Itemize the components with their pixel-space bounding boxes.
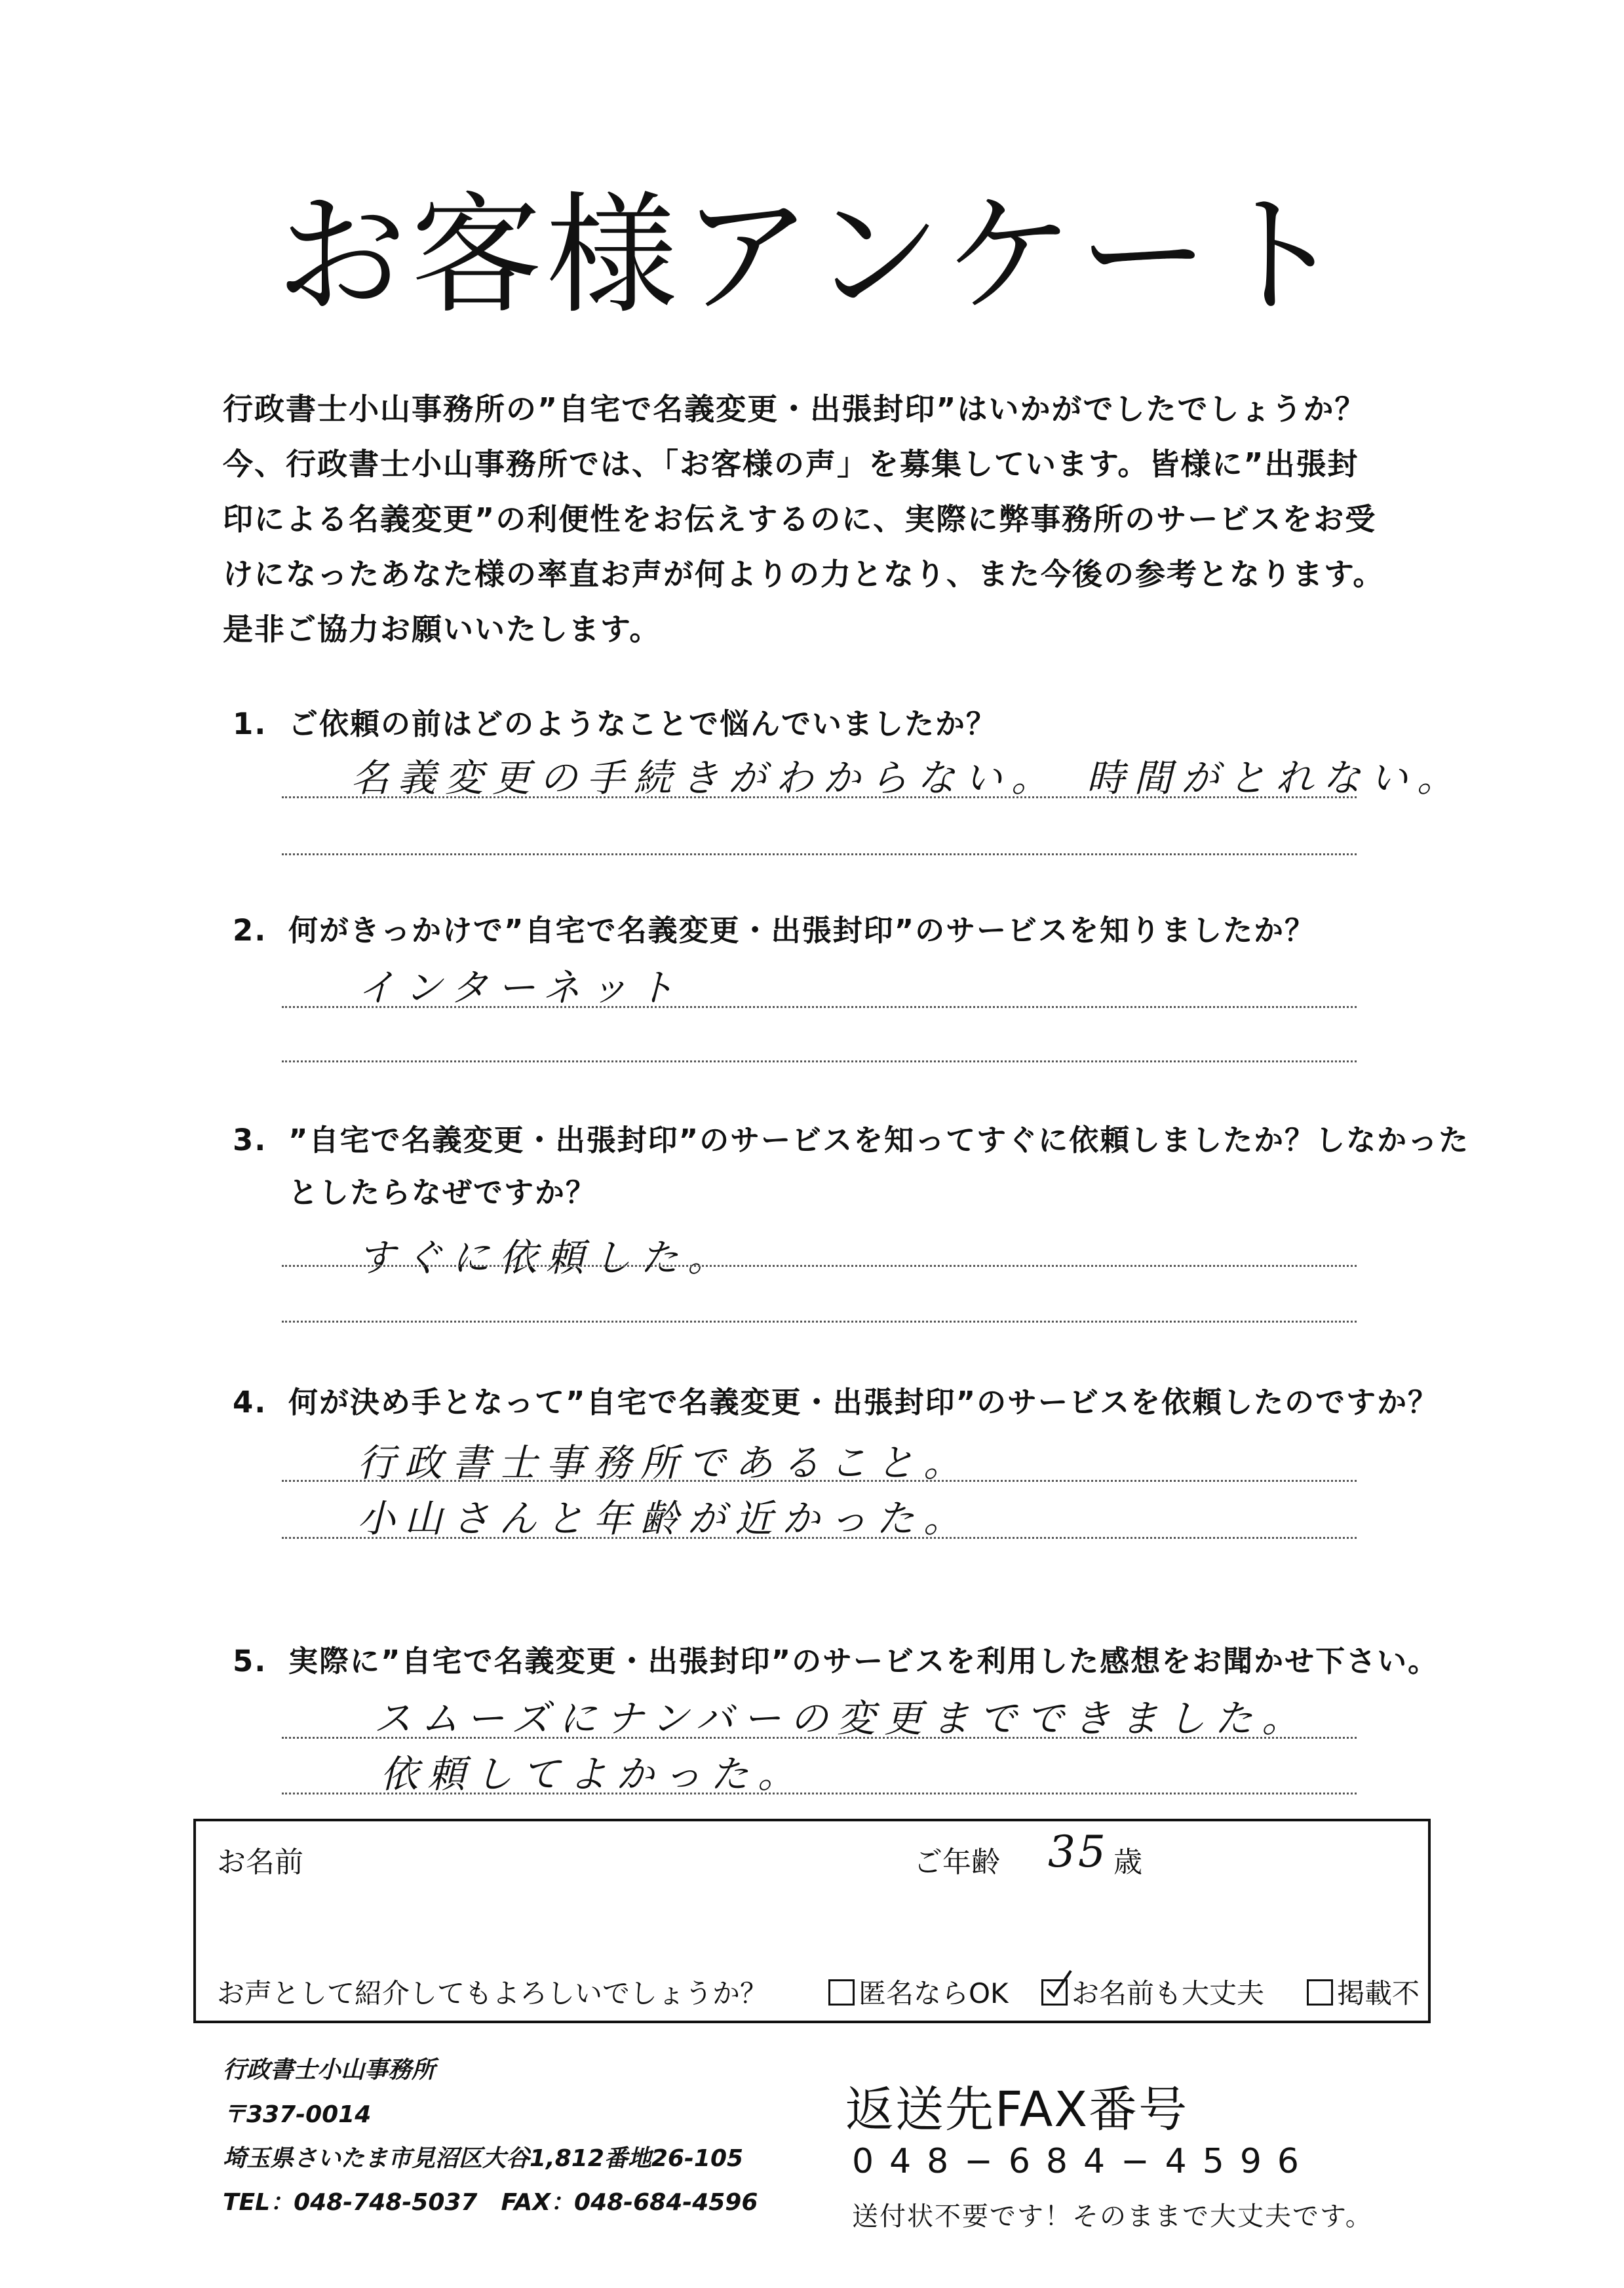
- office-contact: TEL：048-748-5037 FAX：048-684-4596: [223, 2189, 758, 2216]
- answer-line[interactable]: [282, 1537, 1357, 1539]
- question-text: 何が決め手となって”自宅で名義変更・出張封印”のサービスを依頼したのですか？: [288, 1385, 1439, 1420]
- question-4: [233, 1376, 1439, 1429]
- option-anonymous-label: 匿名ならOK: [859, 1977, 1009, 2009]
- option-anonymous[interactable]: [828, 1972, 1009, 2011]
- answer-handwriting: 名義変更の手続きがわからない。 時間がとれない。: [351, 756, 1465, 800]
- question-number: 5.: [233, 1644, 267, 1678]
- question-number: 3.: [233, 1123, 267, 1157]
- answer-line[interactable]: [282, 1321, 1357, 1323]
- question-text-continued: としたらなぜですか？: [288, 1175, 597, 1210]
- page-title: お客様アンケート: [275, 180, 1348, 332]
- question-text: 何がきっかけで”自宅で名義変更・出張封印”のサービスを知りましたか？: [288, 913, 1316, 948]
- answer-handwriting: 依頼してよかった。: [380, 1752, 805, 1796]
- answer-line[interactable]: [282, 1480, 1357, 1482]
- intro-line: 是非ご協力お願いいたします。: [223, 611, 661, 647]
- question-number: 4.: [233, 1385, 267, 1420]
- answer-line[interactable]: [282, 1265, 1357, 1267]
- answer-handwriting: インターネット: [357, 965, 684, 1010]
- question-2: [233, 904, 1315, 957]
- name-label: お名前: [217, 1846, 303, 1879]
- answer-line[interactable]: [282, 1006, 1357, 1008]
- answer-handwriting: 行政書士事務所であること。: [357, 1441, 971, 1485]
- age-label: ご年齢: [914, 1846, 1000, 1879]
- option-name-ok[interactable]: [1041, 1972, 1264, 2011]
- question-5: [233, 1635, 1439, 1688]
- intro-line: 行政書士小山事務所の”自宅で名義変更・出張封印”はいかがでしたでしょうか？: [223, 391, 1366, 427]
- question-text: ご依頼の前はどのようなことで悩んでいましたか？: [288, 707, 997, 741]
- return-fax-note: 送付状不要です！そのままで大丈夫です。: [852, 2201, 1373, 2232]
- question-1: [233, 698, 997, 750]
- office-address: 埼玉県さいたま市見沼区大谷1,812番地26-105: [223, 2145, 744, 2172]
- respondent-info-box: [193, 1819, 1431, 2023]
- option-name-ok-label: お名前も大丈夫: [1072, 1977, 1265, 2009]
- question-3: [233, 1114, 1469, 1219]
- question-number: 1.: [233, 707, 267, 741]
- question-number: 2.: [233, 913, 267, 948]
- age-unit: 歳: [1113, 1846, 1142, 1879]
- intro-line: 今、行政書士小山事務所では、「お客様の声」を募集しています。皆様に”出張封: [223, 446, 1359, 482]
- answer-handwriting: 小山さんと年齢が近かった。: [357, 1496, 971, 1541]
- answer-line[interactable]: [282, 853, 1357, 855]
- question-text: ”自宅で名義変更・出張封印”のサービスを知ってすぐに依頼しましたか？しなかった: [288, 1123, 1470, 1157]
- return-fax-label: 返送先FAX番号: [845, 2082, 1189, 2138]
- intro-line: けになったあなた様の率直お声が何よりの力となり、また今後の参考となります。: [223, 556, 1385, 592]
- answer-line[interactable]: [282, 796, 1357, 798]
- question-text: 実際に”自宅で名義変更・出張封印”のサービスを利用した感想をお聞かせ下さい。: [288, 1644, 1439, 1678]
- checkbox-name-ok[interactable]: [1041, 1979, 1068, 2006]
- option-no-publish-label: 掲載不: [1337, 1977, 1420, 2009]
- office-postal: 〒337-0014: [223, 2101, 372, 2128]
- intro-line: 印による名義変更”の利便性をお伝えするのに、実際に弊事務所のサービスをお受: [223, 501, 1377, 537]
- office-name: 行政書士小山事務所: [223, 2057, 436, 2084]
- option-no-publish[interactable]: [1307, 1972, 1420, 2011]
- answer-line[interactable]: [282, 1793, 1357, 1794]
- checkmark-icon: [1045, 1969, 1073, 2001]
- checkbox-no-publish[interactable]: [1307, 1979, 1333, 2006]
- intro-text: [223, 381, 1468, 657]
- answer-line[interactable]: [282, 1737, 1357, 1739]
- age-value[interactable]: 35: [1048, 1827, 1108, 1877]
- checkbox-anonymous[interactable]: [828, 1979, 855, 2006]
- return-fax-number: 048−684−4596: [852, 2142, 1315, 2181]
- answer-line[interactable]: [282, 1060, 1357, 1062]
- consent-question: お声として紹介してもよろしいでしょうか？: [217, 1977, 768, 2009]
- answer-handwriting: スムーズにナンバーの変更までできました。: [374, 1696, 1309, 1741]
- answer-handwriting: すぐに依頼した。: [357, 1235, 735, 1280]
